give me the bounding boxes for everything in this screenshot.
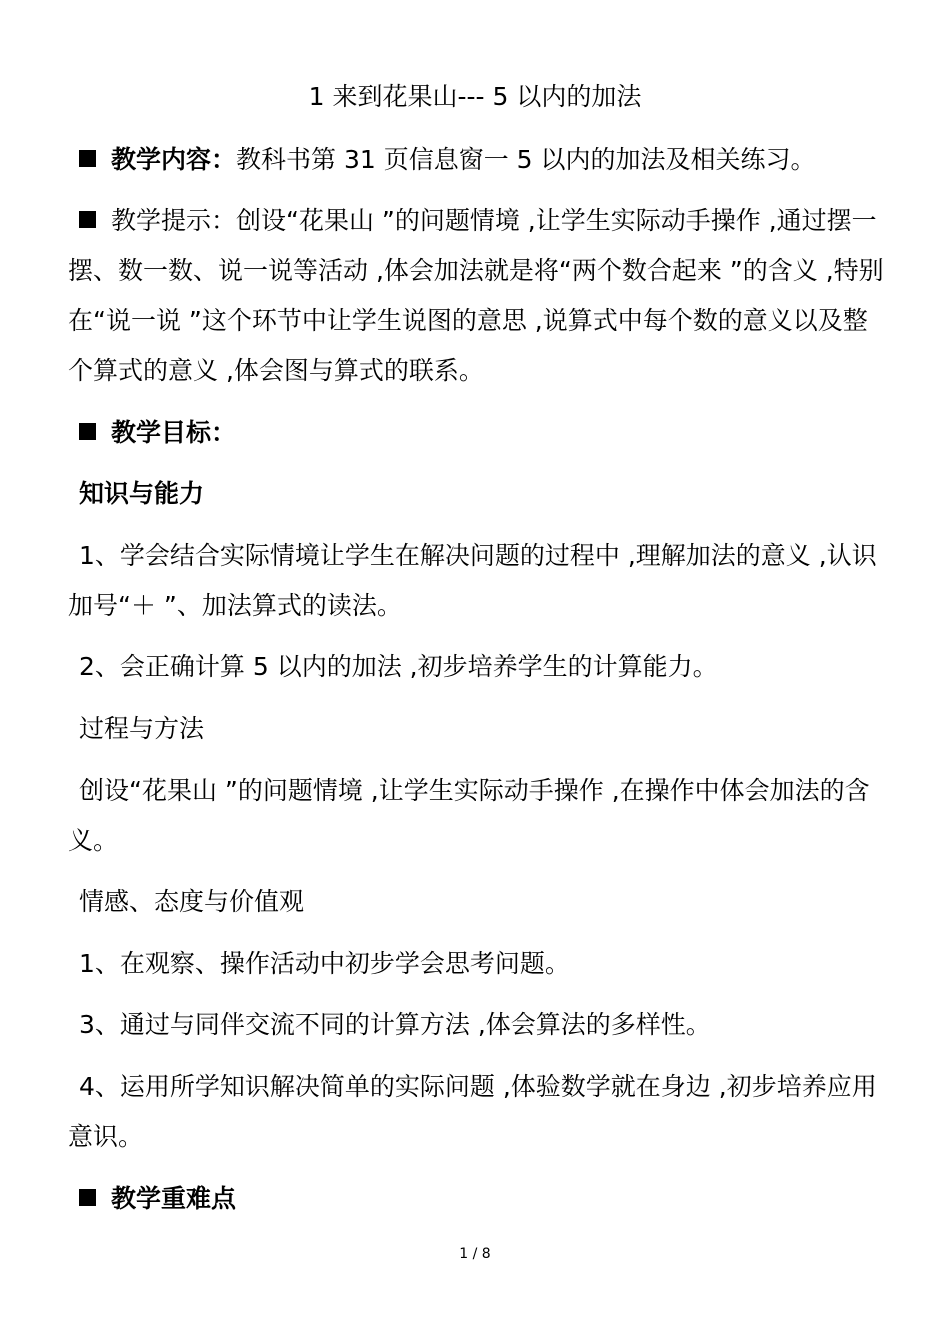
- teaching-content-text: 教科书第 31 页信息窗一 5 以内的加法及相关练习。: [236, 145, 816, 174]
- square-bullet-icon: [79, 423, 96, 440]
- knowledge-item-2: 2、会正确计算 5 以内的加法 ,初步培养学生的计算能力。: [79, 652, 718, 681]
- square-bullet-icon: [79, 211, 96, 228]
- emotion-item-1: 1、在观察、操作活动中初步学会思考问题。: [79, 949, 570, 978]
- teaching-goals-heading: 教学目标：: [111, 418, 237, 447]
- process-method-heading: 过程与方法: [79, 714, 205, 743]
- emotion-values-heading: 情感、态度与价值观: [79, 887, 305, 916]
- teaching-hint-paragraph: [68, 196, 884, 396]
- knowledge-ability-heading: 知识与能力: [79, 479, 205, 508]
- difficulty-heading: 教学重难点: [111, 1184, 237, 1213]
- emotion-item-3: 3、通过与同伴交流不同的计算方法 ,体会算法的多样性。: [79, 1010, 711, 1039]
- square-bullet-icon: [79, 150, 96, 167]
- page-number: 1 / 8: [459, 1246, 491, 1262]
- square-bullet-icon: [79, 1189, 96, 1206]
- teaching-content-paragraph: [68, 135, 884, 185]
- difficulty-paragraph: [68, 1174, 884, 1224]
- teaching-hint-text: 教学提示：创设“花果山 ”的问题情境 ,让学生实际动手操作 ,通过摆一摆、数一数、说一说等活动 ,体会加法就是将“两个数合起来 ”的含义 ,特别在“说一说 ”这个环节中让学生说图的意思 ,说算式中每个数的意义以及整个算式的意义 ,体会图与算式的联系。: [68, 206, 884, 385]
- teaching-content-heading: 教学内容：: [111, 145, 237, 174]
- teaching-goals-paragraph: [68, 408, 884, 458]
- knowledge-item-1: 1、学会结合实际情境让学生在解决问题的过程中 ,理解加法的意义 ,认识加号“＋ ”、加法算式的读法。: [68, 541, 877, 620]
- process-method-text: 创设“花果山 ”的问题情境 ,让学生实际动手操作 ,在操作中体会加法的含义。: [68, 776, 870, 855]
- emotion-item-4: 4、运用所学知识解决简单的实际问题 ,体验数学就在身边 ,初步培养应用意识。: [68, 1072, 877, 1151]
- document-title: 1 来到花果山--- 5 以内的加法: [308, 82, 642, 111]
